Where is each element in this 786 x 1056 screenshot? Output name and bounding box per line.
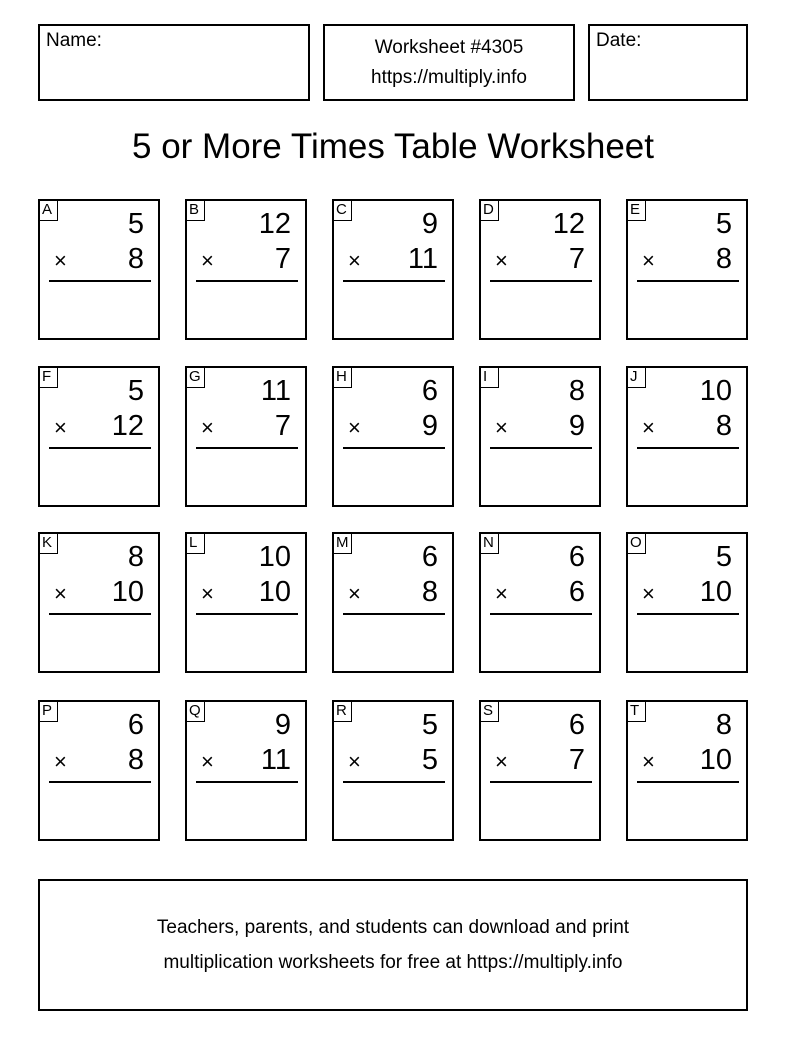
problem-letter: T	[626, 700, 646, 722]
problem-card	[38, 700, 160, 841]
multiply-sign: ×	[642, 415, 655, 440]
multiply-sign: ×	[348, 415, 361, 440]
multiplier: 8	[127, 243, 144, 275]
problem-card	[38, 366, 160, 507]
multiply-sign: ×	[642, 248, 655, 273]
website-url: https://multiply.info	[371, 67, 527, 88]
multiplicand: 10	[699, 375, 732, 407]
problem-card	[185, 366, 307, 507]
multiplier: 10	[111, 576, 144, 608]
answer-line	[49, 447, 151, 449]
problem-letter: D	[479, 199, 499, 221]
problem-letter: H	[332, 366, 352, 388]
multiplier: 10	[699, 744, 732, 776]
answer-line	[49, 280, 151, 282]
footer-line-1: Teachers, parents, and students can download and print	[156, 917, 630, 938]
multiplier: 8	[715, 243, 732, 275]
problem-card	[185, 199, 307, 340]
multiplicand: 5	[715, 541, 732, 573]
multiplier: 12	[111, 410, 144, 442]
footer-line-2: multiplication worksheets for free at https://multiply.info	[163, 952, 623, 973]
multiplicand: 11	[260, 375, 291, 407]
answer-line	[49, 613, 151, 615]
answer-line	[637, 447, 739, 449]
multiply-sign: ×	[54, 749, 67, 774]
problem-letter: J	[626, 366, 646, 388]
problem-letter: R	[332, 700, 352, 722]
multiply-sign: ×	[348, 581, 361, 606]
answer-line	[490, 781, 592, 783]
multiplicand: 5	[421, 709, 438, 741]
footer-box	[38, 879, 748, 1011]
multiplier: 7	[274, 243, 291, 275]
page-title: 5 or More Times Table Worksheet	[132, 127, 654, 166]
multiply-sign: ×	[642, 581, 655, 606]
problem-card	[626, 366, 748, 507]
multiply-sign: ×	[348, 749, 361, 774]
problem-letter: M	[332, 532, 352, 554]
multiplicand: 5	[127, 208, 144, 240]
problem-card	[626, 199, 748, 340]
answer-line	[343, 781, 445, 783]
multiplicand: 12	[552, 208, 585, 240]
answer-line	[196, 447, 298, 449]
problem-letter: P	[38, 700, 58, 722]
multiply-sign: ×	[642, 749, 655, 774]
multiplier: 11	[260, 744, 291, 776]
multiply-sign: ×	[348, 248, 361, 273]
multiplier: 10	[258, 576, 291, 608]
answer-line	[637, 613, 739, 615]
multiplicand: 6	[568, 541, 585, 573]
multiplier: 6	[568, 576, 585, 608]
worksheet-number: Worksheet #4305	[374, 37, 524, 58]
problem-letter: L	[185, 532, 205, 554]
multiplicand: 8	[568, 375, 585, 407]
problem-letter: B	[185, 199, 205, 221]
problem-card	[479, 366, 601, 507]
problem-letter: N	[479, 532, 499, 554]
problem-letter: G	[185, 366, 205, 388]
multiplier: 8	[715, 410, 732, 442]
multiply-sign: ×	[54, 248, 67, 273]
answer-line	[490, 613, 592, 615]
multiplier: 9	[568, 410, 585, 442]
multiplier: 7	[568, 243, 585, 275]
answer-line	[637, 280, 739, 282]
multiplier: 5	[421, 744, 438, 776]
problem-card	[479, 199, 601, 340]
multiply-sign: ×	[201, 415, 214, 440]
multiplier: 8	[421, 576, 438, 608]
multiply-sign: ×	[201, 248, 214, 273]
problem-card	[332, 366, 454, 507]
problem-letter: C	[332, 199, 352, 221]
problem-card	[479, 700, 601, 841]
multiply-sign: ×	[201, 581, 214, 606]
multiplicand: 9	[421, 208, 438, 240]
problem-card	[479, 532, 601, 673]
multiplier: 10	[699, 576, 732, 608]
problem-card	[185, 532, 307, 673]
multiply-sign: ×	[495, 749, 508, 774]
answer-line	[637, 781, 739, 783]
multiplier: 7	[568, 744, 585, 776]
multiplicand: 5	[715, 208, 732, 240]
answer-line	[196, 280, 298, 282]
problem-letter: E	[626, 199, 646, 221]
problem-letter: S	[479, 700, 499, 722]
answer-line	[490, 447, 592, 449]
multiplicand: 6	[421, 541, 438, 573]
multiply-sign: ×	[495, 581, 508, 606]
multiplicand: 6	[127, 709, 144, 741]
problem-letter: Q	[185, 700, 205, 722]
problem-letter: O	[626, 532, 646, 554]
name-label: Name:	[46, 30, 102, 51]
answer-line	[343, 280, 445, 282]
multiply-sign: ×	[201, 749, 214, 774]
problem-card	[332, 199, 454, 340]
answer-line	[196, 781, 298, 783]
problem-card	[185, 700, 307, 841]
answer-line	[49, 781, 151, 783]
problem-letter: F	[38, 366, 58, 388]
multiply-sign: ×	[54, 581, 67, 606]
answer-line	[343, 447, 445, 449]
problem-card	[626, 700, 748, 841]
multiplicand: 6	[568, 709, 585, 741]
problem-letter: I	[479, 366, 499, 388]
multiply-sign: ×	[54, 415, 67, 440]
problem-letter: K	[38, 532, 58, 554]
multiplicand: 9	[274, 709, 291, 741]
multiplicand: 12	[258, 208, 291, 240]
multiplier: 11	[407, 243, 438, 275]
multiplicand: 10	[258, 541, 291, 573]
problem-card	[38, 199, 160, 340]
problem-card	[38, 532, 160, 673]
multiplicand: 6	[421, 375, 438, 407]
multiplier: 7	[274, 410, 291, 442]
answer-line	[490, 280, 592, 282]
problem-card	[332, 532, 454, 673]
multiplier: 9	[421, 410, 438, 442]
multiplicand: 8	[715, 709, 732, 741]
date-label: Date:	[596, 30, 642, 51]
multiplicand: 8	[127, 541, 144, 573]
multiplicand: 5	[127, 375, 144, 407]
problem-card	[332, 700, 454, 841]
multiply-sign: ×	[495, 415, 508, 440]
problem-letter: A	[38, 199, 58, 221]
answer-line	[196, 613, 298, 615]
problem-card	[626, 532, 748, 673]
multiplier: 8	[127, 744, 144, 776]
answer-line	[343, 613, 445, 615]
multiply-sign: ×	[495, 248, 508, 273]
